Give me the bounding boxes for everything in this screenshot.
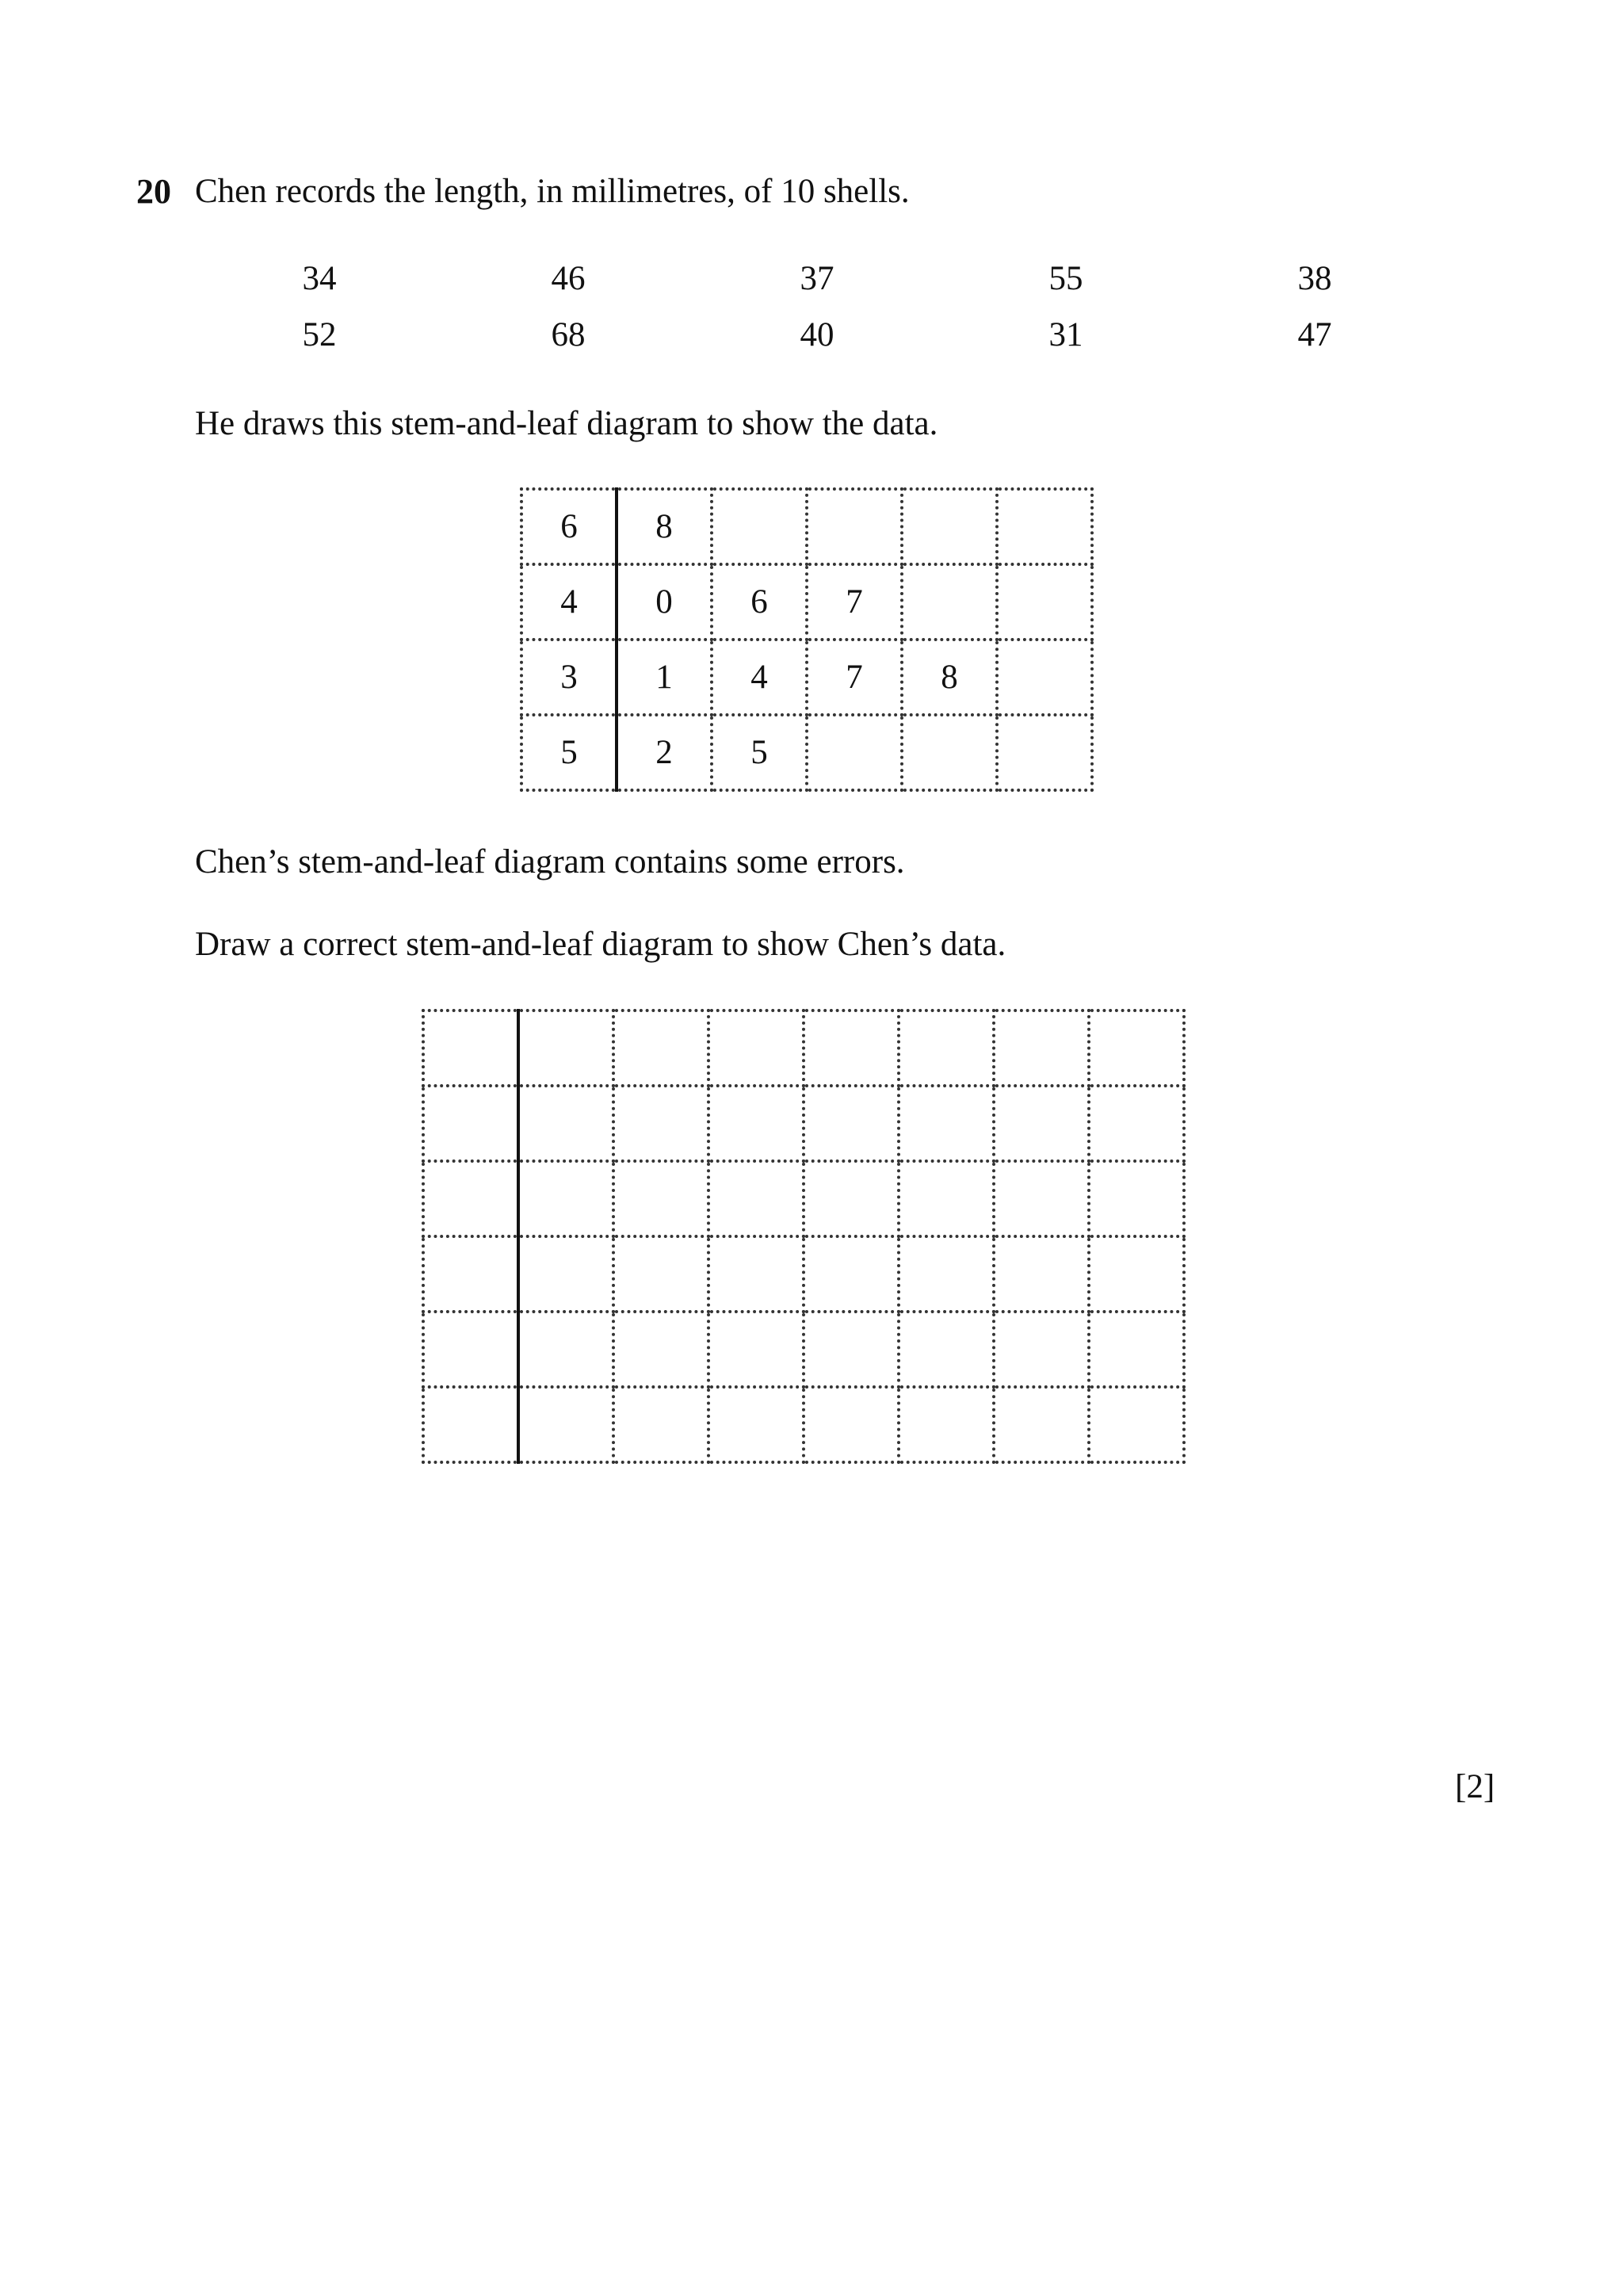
chen-diagram-row (521, 489, 1092, 564)
answer-stem-cell[interactable] (423, 1161, 518, 1236)
chen-diagram-row (521, 564, 1092, 640)
answer-leaf-cell[interactable] (1089, 1387, 1184, 1462)
leaf-cell (712, 489, 807, 564)
answer-leaf-cell[interactable] (708, 1387, 804, 1462)
answer-leaf-cell[interactable] (1089, 1312, 1184, 1387)
stem-cell: 4 (521, 564, 617, 640)
question-number: 20 (136, 172, 171, 211)
leaf-cell: 7 (807, 564, 902, 640)
chen-diagram-row (521, 640, 1092, 715)
answer-leaf-cell[interactable] (1089, 1010, 1184, 1086)
answer-leaf-cell[interactable] (518, 1161, 613, 1236)
data-value: 68 (551, 316, 586, 353)
leaf-cell (902, 564, 997, 640)
instruction: Draw a correct stem-and-leaf diagram to show Chen’s data. (195, 926, 1006, 963)
answer-leaf-cell[interactable] (1089, 1161, 1184, 1236)
answer-leaf-cell[interactable] (899, 1236, 994, 1312)
data-value: 37 (800, 260, 834, 297)
errors-statement: Chen’s stem-and-leaf diagram contains some errors. (195, 843, 905, 881)
answer-leaf-cell[interactable] (804, 1161, 899, 1236)
data-value: 38 (1297, 260, 1332, 297)
leaf-cell: 4 (712, 640, 807, 715)
answer-leaf-cell[interactable] (613, 1387, 708, 1462)
answer-leaf-cell[interactable] (708, 1086, 804, 1161)
answer-leaf-cell[interactable] (518, 1236, 613, 1312)
answer-leaf-cell[interactable] (994, 1010, 1089, 1086)
leaf-cell: 8 (617, 489, 712, 564)
answer-leaf-cell[interactable] (804, 1387, 899, 1462)
answer-leaf-cell[interactable] (518, 1312, 613, 1387)
chen-stem-and-leaf-diagram (520, 487, 1094, 792)
leaf-cell: 6 (712, 564, 807, 640)
data-value: 34 (302, 260, 337, 297)
data-value: 40 (800, 316, 834, 353)
answer-leaf-cell[interactable] (994, 1236, 1089, 1312)
stem-cell: 6 (521, 489, 617, 564)
stem-cell: 3 (521, 640, 617, 715)
data-value: 52 (302, 316, 337, 353)
data-value: 55 (1048, 260, 1083, 297)
answer-leaf-cell[interactable] (994, 1086, 1089, 1161)
answer-grid-row (423, 1086, 1184, 1161)
leaf-cell (997, 564, 1092, 640)
answer-grid-row (423, 1010, 1184, 1086)
leaf-cell (807, 489, 902, 564)
leaf-cell: 0 (617, 564, 712, 640)
answer-leaf-cell[interactable] (613, 1236, 708, 1312)
answer-leaf-cell[interactable] (899, 1312, 994, 1387)
diagram-intro: He draws this stem-and-leaf diagram to show the data. (195, 405, 938, 442)
answer-leaf-cell[interactable] (518, 1010, 613, 1086)
answer-grid-row (423, 1161, 1184, 1236)
answer-leaf-cell[interactable] (613, 1161, 708, 1236)
answer-leaf-cell[interactable] (708, 1236, 804, 1312)
answer-grid-row (423, 1312, 1184, 1387)
data-value: 31 (1048, 316, 1083, 353)
answer-leaf-cell[interactable] (899, 1086, 994, 1161)
answer-stem-cell[interactable] (423, 1086, 518, 1161)
leaf-cell (807, 715, 902, 790)
leaf-cell (902, 489, 997, 564)
answer-leaf-cell[interactable] (1089, 1236, 1184, 1312)
data-value: 46 (551, 260, 586, 297)
answer-leaf-cell[interactable] (518, 1387, 613, 1462)
leaf-cell (997, 715, 1092, 790)
leaf-cell: 5 (712, 715, 807, 790)
answer-leaf-cell[interactable] (613, 1086, 708, 1161)
chen-diagram-table (520, 487, 1094, 792)
leaf-cell: 7 (807, 640, 902, 715)
answer-stem-cell[interactable] (423, 1010, 518, 1086)
answer-leaf-cell[interactable] (613, 1010, 708, 1086)
answer-leaf-cell[interactable] (708, 1010, 804, 1086)
stem-cell: 5 (521, 715, 617, 790)
leaf-cell (997, 489, 1092, 564)
answer-stem-cell[interactable] (423, 1312, 518, 1387)
question-intro: Chen records the length, in millimetres, of 10 shells. (195, 173, 910, 210)
leaf-cell (902, 715, 997, 790)
answer-leaf-cell[interactable] (708, 1161, 804, 1236)
answer-leaf-cell[interactable] (899, 1387, 994, 1462)
answer-leaf-cell[interactable] (708, 1312, 804, 1387)
answer-stem-and-leaf-grid[interactable] (422, 1009, 1186, 1464)
answer-leaf-cell[interactable] (994, 1312, 1089, 1387)
answer-leaf-cell[interactable] (613, 1312, 708, 1387)
answer-leaf-cell[interactable] (804, 1010, 899, 1086)
leaf-cell: 1 (617, 640, 712, 715)
answer-leaf-cell[interactable] (804, 1236, 899, 1312)
answer-leaf-cell[interactable] (518, 1086, 613, 1161)
leaf-cell: 8 (902, 640, 997, 715)
data-value: 47 (1297, 316, 1332, 353)
marks-label: [2] (1455, 1768, 1495, 1805)
leaf-cell (997, 640, 1092, 715)
answer-leaf-cell[interactable] (804, 1086, 899, 1161)
answer-grid-table[interactable] (422, 1009, 1186, 1464)
answer-leaf-cell[interactable] (899, 1161, 994, 1236)
answer-leaf-cell[interactable] (994, 1161, 1089, 1236)
answer-stem-cell[interactable] (423, 1387, 518, 1462)
chen-diagram-row (521, 715, 1092, 790)
answer-leaf-cell[interactable] (899, 1010, 994, 1086)
answer-grid-row (423, 1236, 1184, 1312)
answer-stem-cell[interactable] (423, 1236, 518, 1312)
leaf-cell: 2 (617, 715, 712, 790)
answer-grid-row (423, 1387, 1184, 1462)
answer-leaf-cell[interactable] (994, 1387, 1089, 1462)
answer-leaf-cell[interactable] (804, 1312, 899, 1387)
answer-leaf-cell[interactable] (1089, 1086, 1184, 1161)
